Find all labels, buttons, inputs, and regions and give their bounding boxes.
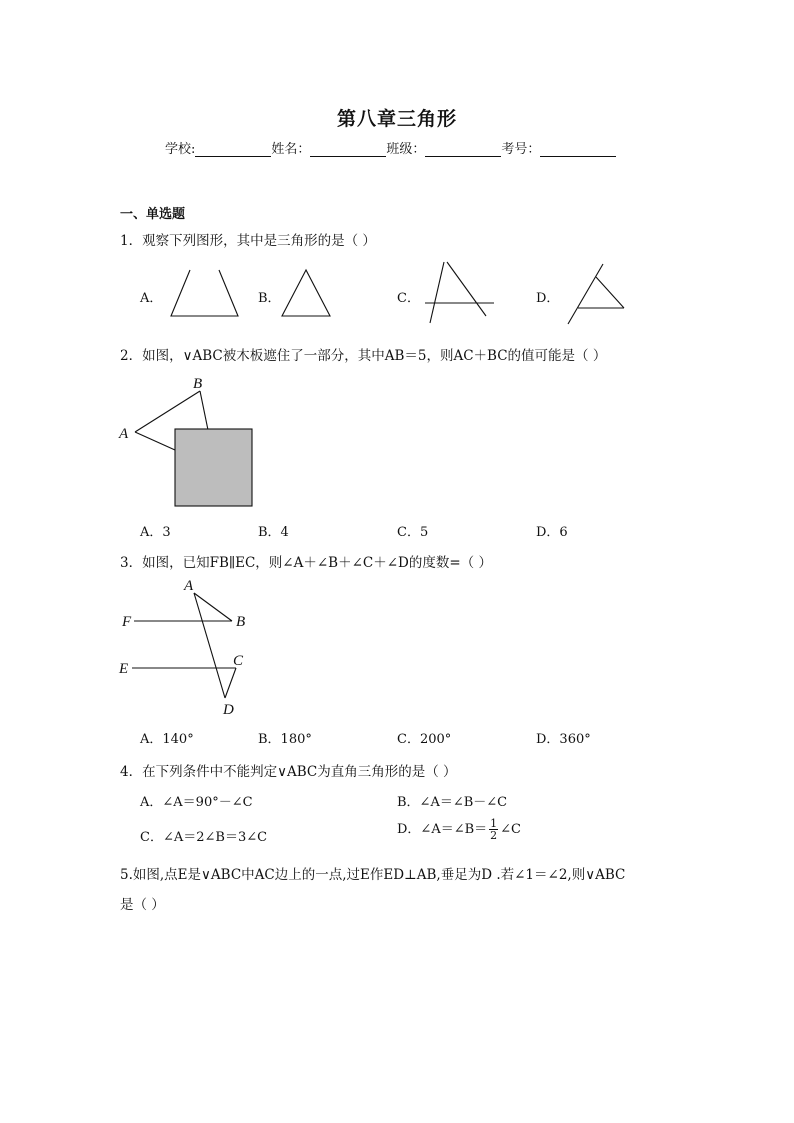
q3-figure (132, 593, 236, 698)
q3-option-b: B．180° (258, 732, 312, 747)
fraction-numerator: 1 (490, 817, 498, 830)
q4-option-d-head: D．∠A＝∠B＝ (397, 822, 488, 837)
school-label: 学校: (165, 142, 196, 157)
question-5-line-1: 5.如图,点E是∨ABC中AC边上的一点,过E作ED⊥AB,垂足为D .若∠1＝∠2,则∨ABC (120, 867, 626, 883)
wooden-board (175, 429, 252, 506)
question-2-text: 2．如图，∨ABC被木板遮住了一部分，其中AB＝5，则AC＋BC的值可能是（ ） (120, 348, 607, 364)
q1-option-c: C． (397, 291, 420, 306)
q2-figure (135, 391, 252, 506)
q3-label-d: D (223, 702, 234, 718)
q3-label-e: E (119, 661, 129, 677)
class-label: 班级： (386, 142, 426, 157)
question-4-text: 4．在下列条件中不能判定∨ABC为直角三角形的是（ ） (120, 764, 457, 780)
q4-option-d (397, 818, 521, 841)
q4-option-d-tail: ∠C (500, 822, 521, 837)
fraction-denominator: 2 (490, 829, 498, 842)
page-title: 第八章三角形 (336, 108, 457, 130)
question-3-text: 3．如图，已知FB∥EC，则∠A＋∠B＋∠C＋∠D的度数=（ ） (120, 555, 492, 571)
q1-figure-b (282, 270, 330, 316)
exam-no-label: 考号： (501, 142, 541, 157)
name-label: 姓名： (271, 142, 311, 157)
q1-option-d: D． (536, 291, 560, 306)
q4-option-c: C．∠A＝2∠B＝3∠C (140, 830, 268, 845)
question-1-text: 1．观察下列图形，其中是三角形的是（ ） (120, 233, 376, 249)
q1-option-b: B． (258, 291, 281, 306)
q1-figure-d (568, 264, 624, 324)
q1-figure-c (425, 262, 494, 323)
q3-label-f: F (122, 614, 132, 630)
question-5-line-2: 是（ ） (120, 897, 165, 913)
q3-option-a: A．140° (140, 732, 194, 747)
q1-option-a: A． (140, 291, 163, 306)
q2-label-a: A (119, 426, 129, 442)
q3-label-c: C (233, 653, 244, 669)
section-heading: 一、单选题 (120, 207, 186, 222)
q1-figure-a (171, 270, 238, 316)
q2-label-b: B (193, 376, 203, 392)
q3-label-a: A (184, 578, 194, 594)
q4-option-b: B．∠A＝∠B－∠C (397, 795, 508, 810)
q2-option-d: D．6 (536, 525, 568, 540)
q2-option-b: B．4 (258, 525, 289, 540)
q4-option-a: A．∠A＝90°－∠C (140, 795, 253, 810)
one-half-fraction (489, 818, 498, 841)
q3-option-c: C．200° (397, 732, 452, 747)
q3-option-d: D．360° (536, 732, 591, 747)
q2-option-c: C．5 (397, 525, 429, 540)
q2-option-a: A．3 (140, 525, 171, 540)
q3-label-b: B (236, 614, 246, 630)
